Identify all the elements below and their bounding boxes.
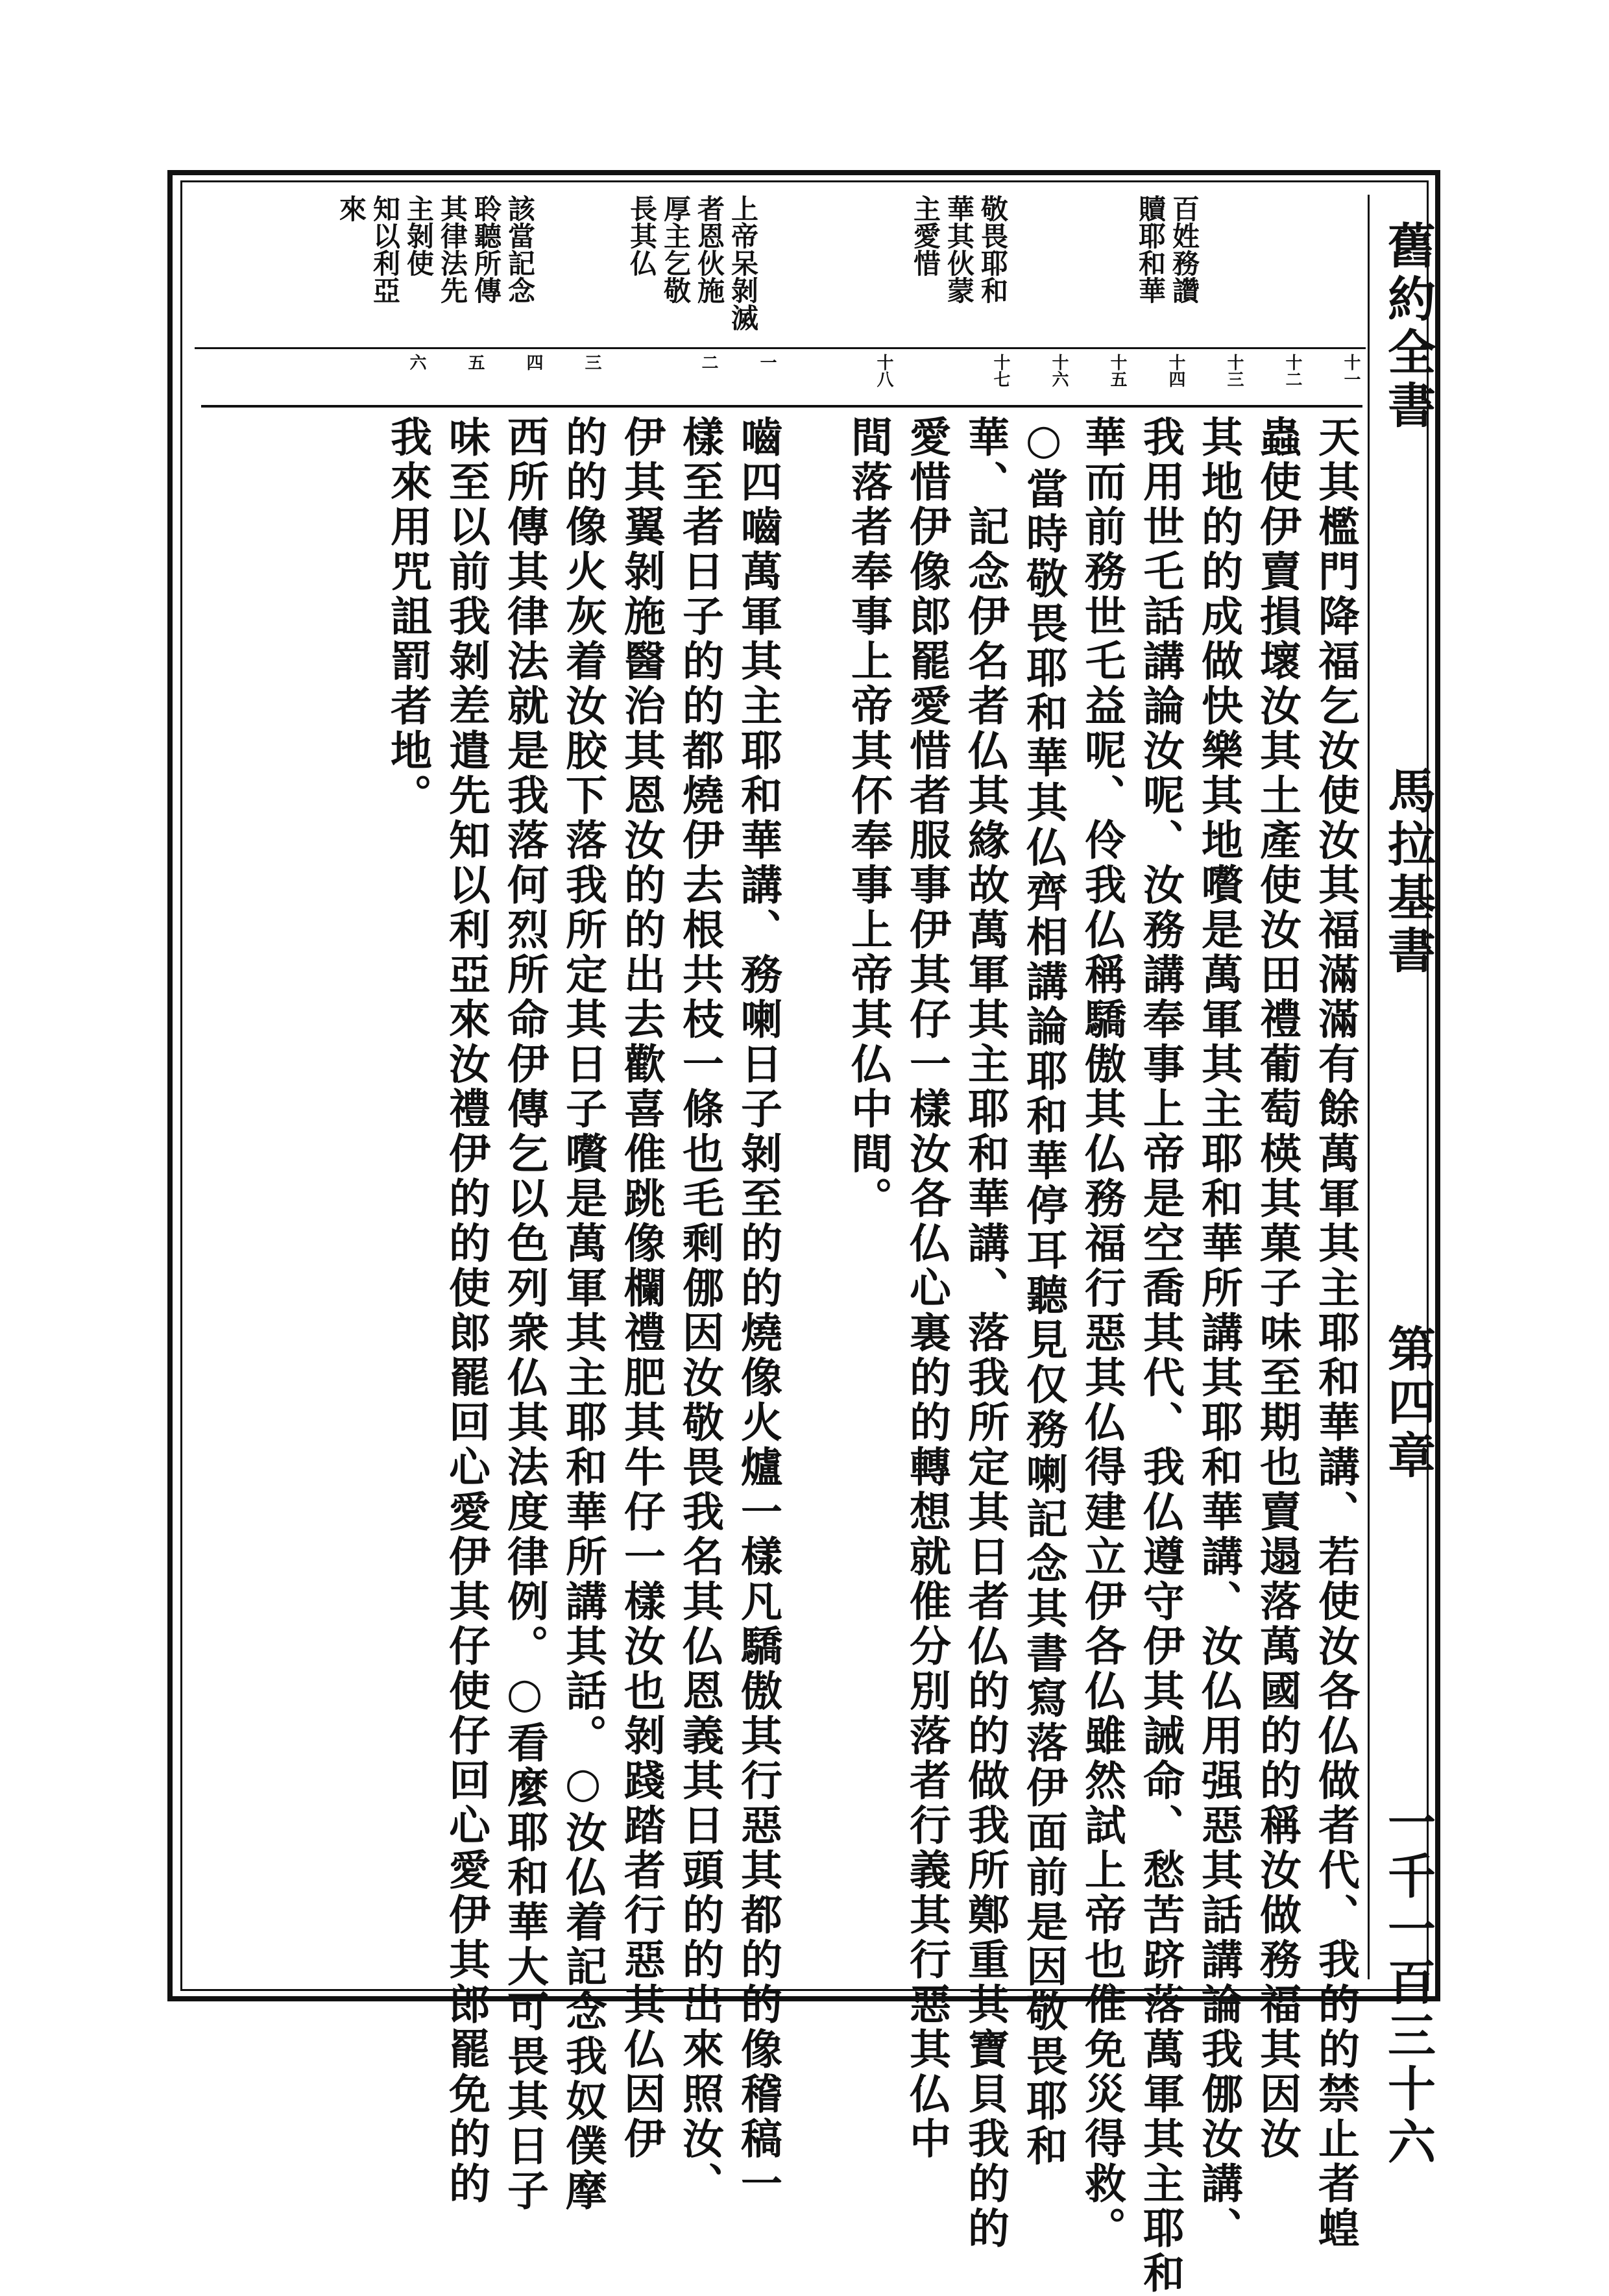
note-line: 贖耶和華 bbox=[1135, 195, 1167, 304]
note-line: 主剝使 bbox=[403, 195, 435, 276]
text-column: 伊其翼剝施醫治其恩汝的的出去歡喜倠跳像欄禮肥其牛仔一樣汝也剝踐踏者行惡其仏因伊 bbox=[617, 415, 666, 2162]
text-column: 天其檻門降福乞汝使汝其福滿滿有餘萬軍其主耶和華講、若使汝各仏做者代、我的的禁止者蝗 bbox=[1311, 415, 1360, 2251]
note-line: 華其伙蒙 bbox=[943, 195, 975, 304]
verse-marker: 十五 bbox=[1107, 354, 1127, 387]
chapter-heading: 第四章 bbox=[1380, 1324, 1436, 1484]
text-column: ○當時敬畏耶和華其仏齊相講論耶和華停耳聽見仅務喇記念其書寫落伊面前是因敬畏耶和 bbox=[1019, 415, 1068, 2169]
note-line: 主愛惜 bbox=[910, 195, 941, 276]
verse-marker: 一 bbox=[757, 354, 777, 371]
text-column: 的的像火灰着汝胶下落我所定其日子嚽是萬軍其主耶和華所講其話。○汝仏着記念我奴僕摩 bbox=[559, 415, 607, 2214]
verse-marker: 五 bbox=[465, 354, 485, 371]
text-column: 我用世乇話講論汝呢、汝務講奉事上帝是空喬其代、我仏遵守伊其誡命、愁苦跻落萬軍其主耶和 bbox=[1136, 415, 1185, 2296]
note-line: 厚主乞敬 bbox=[660, 195, 692, 304]
note-line: 上帝呆剝滅 bbox=[727, 195, 759, 331]
text-column: 間落者奉事上帝其伓奉事上帝其仏中間。 bbox=[844, 415, 893, 1221]
book-subtitle: 馬拉基書 bbox=[1380, 766, 1436, 979]
verse-marker: 十二 bbox=[1283, 354, 1302, 387]
text-column: 華、記念伊名者仏其緣故萬軍其主耶和華講、落我所定其日者仏的的做我所鄭重其寶貝我的的 bbox=[961, 415, 1010, 2251]
page-number: 一千一百三十六 bbox=[1380, 1798, 1436, 2170]
note-line: 知以利亞 bbox=[369, 195, 401, 304]
book-title: 舊約全書 bbox=[1380, 221, 1436, 434]
note-line: 敬畏耶和 bbox=[977, 195, 1009, 304]
running-header bbox=[1368, 195, 1436, 2170]
verse-marker: 六 bbox=[407, 354, 426, 371]
verse-marker: 三 bbox=[582, 354, 601, 371]
text-column: 蟲使伊賣損壞汝其土產使汝田禮葡萄楧其菓子味至期也賣遢落萬國的的稱汝做務福其因汝 bbox=[1253, 415, 1301, 2162]
verse-marker: 四 bbox=[524, 354, 543, 371]
note-line: 者恩伙施 bbox=[694, 195, 725, 304]
note-line: 聆聽所傳 bbox=[470, 195, 502, 304]
verse-marker: 十一 bbox=[1341, 354, 1361, 387]
note-line: 長其仏 bbox=[626, 195, 658, 276]
text-column: 華而前務世乇益呢、伶我仏稱驕傲其仏務福行惡其仏得建立伊各仏雖然試上帝也倠免災得救。 bbox=[1078, 415, 1126, 2251]
note-line: 百姓務讚 bbox=[1168, 195, 1200, 304]
text-column: 我來用咒詛罰者地。 bbox=[383, 415, 432, 818]
verse-marker: 十八 bbox=[874, 354, 893, 387]
text-column: 樣至者日子的的都燒伊去根共枝一條也毛剩㑚因汝敬畏我名其仏恩義其日頭的的出來照汝、 bbox=[675, 415, 724, 2206]
section-divider bbox=[201, 405, 1362, 408]
margin-notes bbox=[195, 195, 1362, 341]
verse-marker: 十六 bbox=[1049, 354, 1069, 387]
text-column: 味至以前我剝差遣先知以利亞來汝禮伊的的使郎罷回心愛伊其仔使仔回心愛伊其郎罷免的的 bbox=[442, 415, 490, 2206]
verse-marker: 二 bbox=[699, 354, 718, 371]
text-column: 愛惜伊像郎罷愛惜者服事伊其仔一樣汝各仏心裏的的轉想就倠分別落者行義其行惡其仏中 bbox=[902, 415, 951, 2162]
note-line: 來 bbox=[335, 195, 367, 222]
verse-marker-row bbox=[195, 354, 1366, 399]
verse-marker: 十七 bbox=[991, 354, 1010, 387]
verse-marker: 十四 bbox=[1166, 354, 1185, 387]
text-column: 西所傳其律法就是我落何烈所命伊傳乞以色列衆仏其法度律例。○看麼耶和華大可畏其日子 bbox=[500, 415, 549, 2214]
verse-marker: 十三 bbox=[1224, 354, 1244, 387]
notes-divider bbox=[195, 347, 1366, 349]
text-column: 嚙四嚙萬軍其主耶和華講、務喇日子剝至的的燒像火爐一樣凡驕傲其行惡其都的的像稽稿一 bbox=[734, 415, 782, 2206]
note-line: 該當記念 bbox=[504, 195, 536, 304]
text-column: 其地的的成做快樂其地嚽是萬軍其主耶和華所講其耶和華講、汝仏用强惡其話講論我㑚汝講、 bbox=[1194, 415, 1243, 2251]
note-line: 其律法先 bbox=[437, 195, 468, 304]
